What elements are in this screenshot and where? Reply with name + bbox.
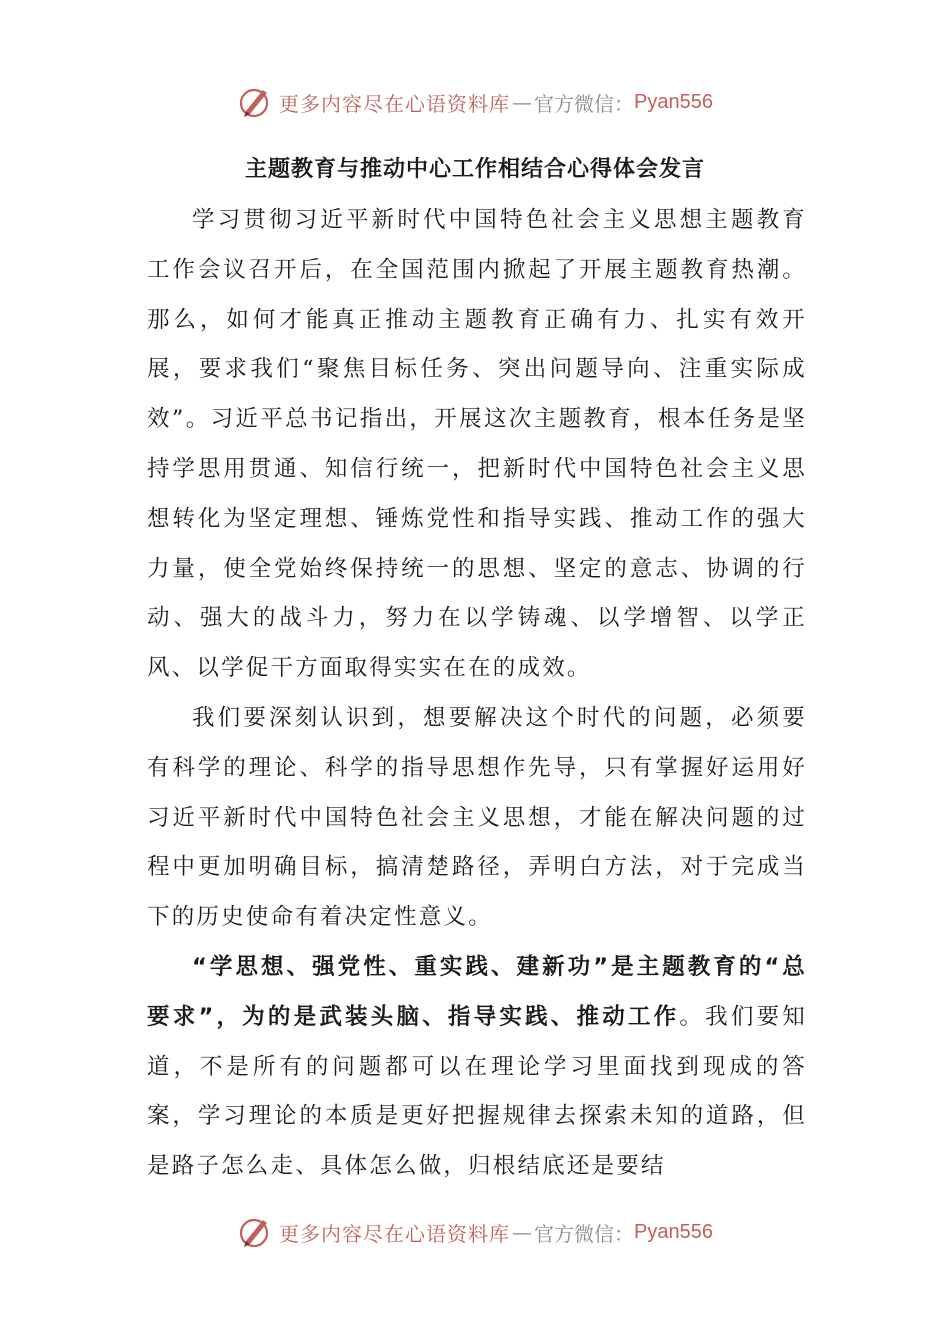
paragraph-3-rest: 。我们要知道，不是所有的问题都可以在理论学习里面找到现成的答案，学习理论的本质是更好把握规律去探索未知的道路，但是路子怎么走、具体怎么做，归根结底还是要结 — [147, 1003, 807, 1180]
paragraph-1: 学习贯彻习近平新时代中国特色社会主义思想主题教育工作会议召开后，在全国范围内掀起了开展主题教育热潮。那么，如何才能真正推动主题教育正确有力、扎实有效开展，要求我们“聚焦目标任务、突出问题导向、注重实际成效”。习近平总书记指出，开展这次主题教育，根本任务是坚持学思用贯通、知信行统一，把新时代中国特色社会主义思想转化为坚定理想、锤炼党性和指导实践、推动工作的强大力量，使全党始终保持统一的思想、坚定的意志、协调的行动、强大的战斗力，努力在以学铸魂、以学增智、以学正风、以学促干方面取得实实在在的成效。 — [147, 207, 807, 682]
paragraph-2: 我们要深刻认识到，想要解决这个时代的问题，必须要有科学的理论、科学的指导思想作先导，只有掌握好运用好习近平新时代中国特色社会主义思想，才能在解决问题的过程中更加明确目标，搞清楚路径，弄明白方法，对于完成当下的历史使命有着决定性意义。 — [147, 704, 807, 931]
header-banner — [0, 82, 950, 122]
pen-logo-icon — [237, 84, 273, 120]
header-wechat-id: Pyan556 — [634, 90, 713, 113]
footer-dash: — — [512, 1220, 533, 1244]
document-body — [147, 196, 807, 1192]
footer-wechat-label: 官方微信： — [534, 1221, 635, 1246]
paragraph-3 — [147, 943, 807, 1192]
footer-banner — [0, 1212, 950, 1252]
paragraph-3-bold: “学思想、强党性、重实践、建新功”是主题教育的“总要求”，为的是武装头脑、指导实践、推动工作 — [147, 953, 807, 1030]
header-wechat-label: 官方微信： — [534, 91, 635, 116]
pen-logo-icon — [237, 1214, 273, 1250]
document-title: 主题教育与推动中心工作相结合心得体会发言 — [244, 157, 705, 182]
header-brand-text: 更多内容尽在心语资料库 — [279, 91, 511, 116]
footer-wechat-id: Pyan556 — [634, 1220, 713, 1243]
header-dash: — — [512, 90, 533, 114]
footer-brand-text: 更多内容尽在心语资料库 — [279, 1221, 511, 1246]
